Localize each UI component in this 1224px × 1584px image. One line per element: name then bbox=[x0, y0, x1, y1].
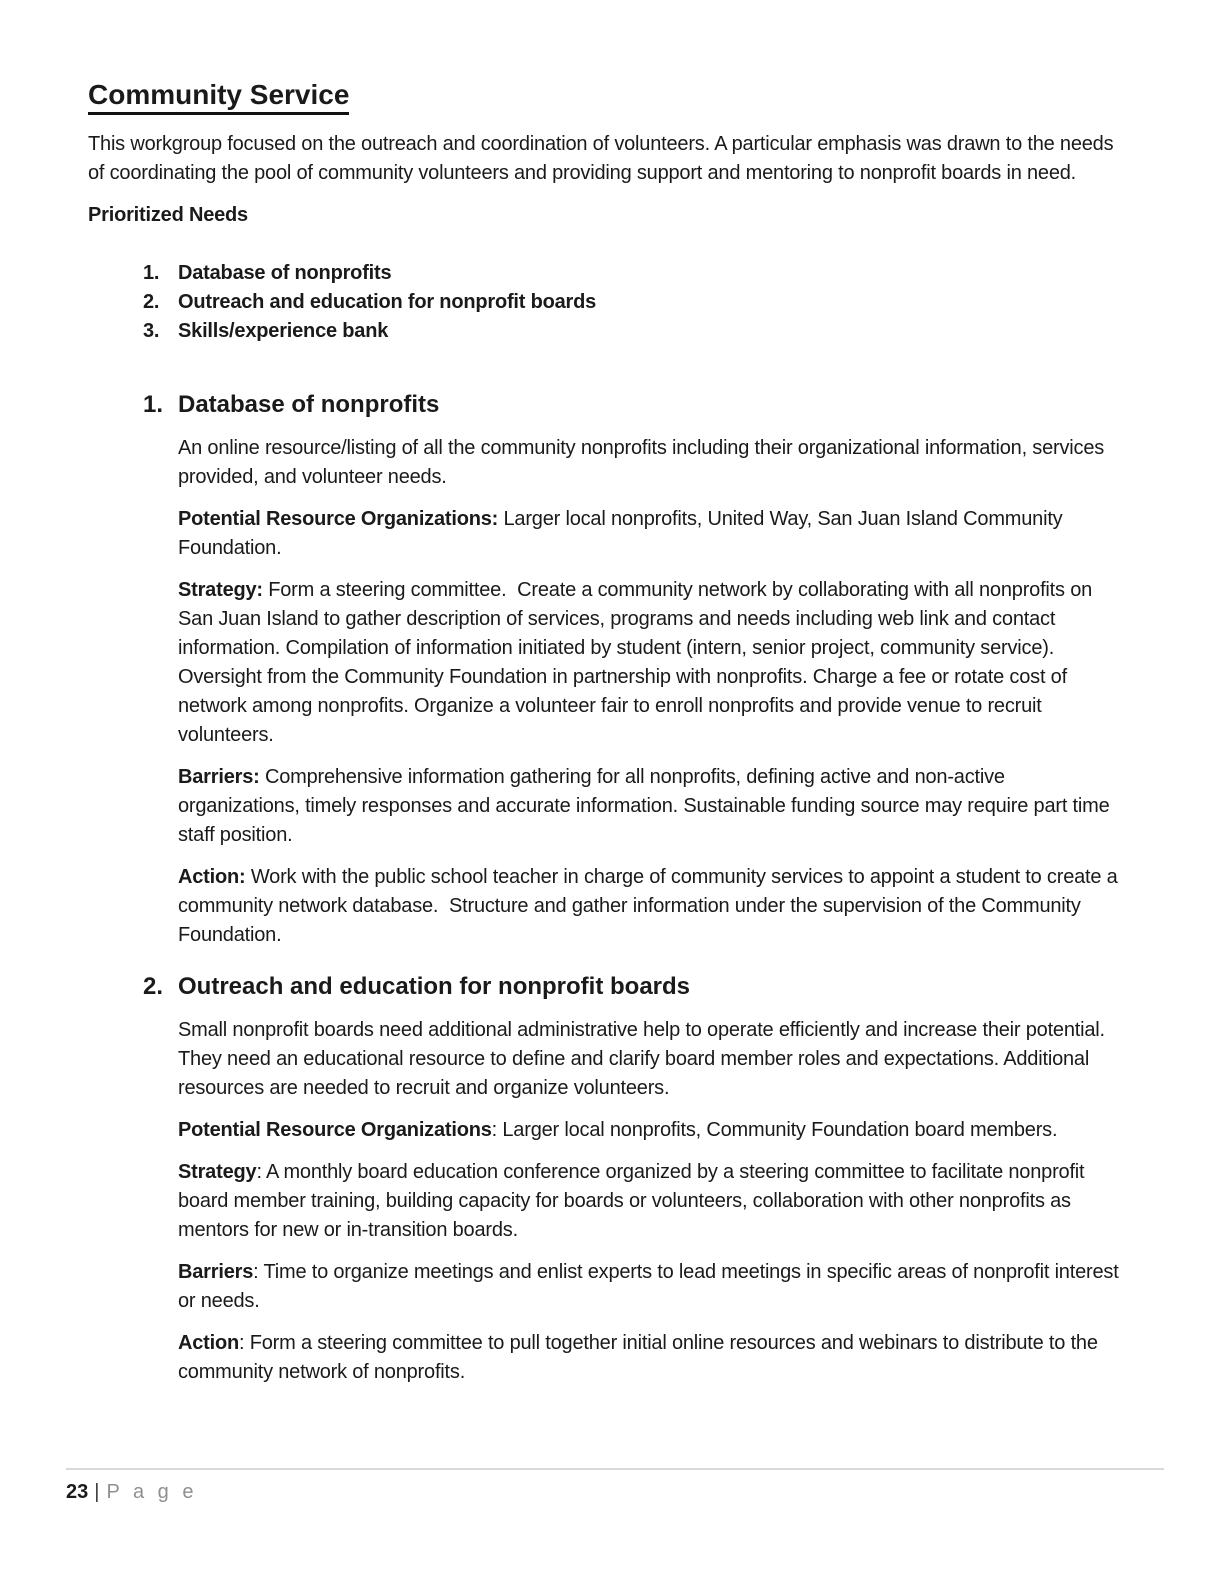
paragraph-action bbox=[178, 863, 1126, 950]
paragraph-text: Form a steering committee. Create a community network by collaborating with all nonprofits on San Juan Island to gather description of services, programs and needs including web link and contact information. Compilation of information initiated by student (intern, senior project, community service). Oversight from the Community Foundation in partnership with nonprofits. Charge a fee or rotate cost of network among nonprofits. Organize a volunteer fair to enroll nonprofits and provide venue to recruit volunteers. bbox=[178, 579, 1098, 746]
section-number: 2. bbox=[143, 973, 164, 1000]
section-heading-database-of-nonprofits bbox=[88, 389, 1126, 421]
paragraph-barriers bbox=[178, 763, 1126, 850]
section-heading-text: Database of nonprofits bbox=[178, 391, 440, 418]
paragraph-text: Larger local nonprofits, United Way, San Juan Island Community Foundation. bbox=[178, 508, 1068, 559]
section-description: Small nonprofit boards need additional administrative help to operate efficiently and increase their potential. They need an educational resource to define and clarify board member roles and expectations. Additional resources are needed to recruit and organize volunteers. bbox=[178, 1019, 1110, 1099]
paragraph-strategy bbox=[178, 576, 1126, 750]
section-number: 1. bbox=[143, 391, 164, 418]
section-heading-outreach-and-education bbox=[88, 971, 1126, 1003]
footer-separator: | bbox=[94, 1481, 100, 1503]
paragraph-label: Action: bbox=[178, 866, 246, 888]
paragraph-text: : Time to organize meetings and enlist experts to lead meetings in specific areas of nonprofit interest or needs. bbox=[178, 1261, 1124, 1312]
page-title bbox=[88, 78, 1126, 112]
page-title-text: Community Service bbox=[88, 79, 349, 115]
list-item-number: 2. bbox=[143, 291, 160, 313]
paragraph-label: Strategy: bbox=[178, 579, 263, 601]
paragraph-text: : Form a steering committee to pull together initial online resources and webinars to distribute to the community network of nonprofits. bbox=[178, 1332, 1104, 1383]
paragraph-label: Barriers bbox=[178, 1261, 254, 1283]
list-item bbox=[88, 288, 1126, 317]
prioritized-needs-heading: Prioritized Needs bbox=[88, 204, 248, 226]
paragraph-potential-resource-organizations bbox=[178, 1116, 1126, 1145]
paragraph-text: Comprehensive information gathering for all nonprofits, defining active and non-active organizations, timely responses and accurate information. Sustainable funding source may require part time staff position. bbox=[178, 766, 1115, 846]
paragraph-barriers bbox=[178, 1258, 1126, 1316]
paragraph-action bbox=[178, 1329, 1126, 1387]
paragraph-label: Potential Resource Organizations: bbox=[178, 508, 499, 530]
paragraph-potential-resource-organizations bbox=[178, 505, 1126, 563]
section-description: An online resource/listing of all the community nonprofits including their organizational information, services provided, and volunteer needs. bbox=[178, 437, 1110, 488]
intro-paragraph: This workgroup focused on the outreach and coordination of volunteers. A particular emphasis was drawn to the needs of coordinating the pool of community volunteers and providing support and mentoring to nonprofit boards in need. bbox=[88, 133, 1119, 184]
page-footer bbox=[66, 1468, 1164, 1505]
paragraph-label: Barriers: bbox=[178, 766, 260, 788]
list-item-label: Database of nonprofits bbox=[178, 262, 392, 284]
list-item-label: Skills/experience bank bbox=[178, 320, 389, 342]
paragraph-strategy bbox=[178, 1158, 1126, 1245]
list-item-number: 1. bbox=[143, 262, 160, 284]
paragraph-label: Strategy bbox=[178, 1161, 257, 1183]
section-heading-text: Outreach and education for nonprofit boards bbox=[178, 973, 691, 1000]
prioritized-needs-list bbox=[88, 259, 1126, 346]
paragraph-label: Potential Resource Organizations bbox=[178, 1119, 492, 1141]
paragraph-label: Action bbox=[178, 1332, 240, 1354]
paragraph-text: Work with the public school teacher in charge of community services to appoint a student to create a community network database. Structure and gather information under the supervision of the Community Foundation. bbox=[178, 866, 1123, 946]
list-item-label: Outreach and education for nonprofit boards bbox=[178, 291, 597, 313]
paragraph-text: : Larger local nonprofits, Community Foundation board members. bbox=[491, 1119, 1058, 1141]
page-number: 23 bbox=[66, 1481, 89, 1503]
list-item bbox=[88, 259, 1126, 288]
list-item bbox=[88, 317, 1126, 346]
paragraph-text: : A monthly board education conference organized by a steering committee to facilitate nonprofit board member training, building capacity for boards or volunteers, collaboration with other nonprofits as mentors for new or in-transition boards. bbox=[178, 1161, 1090, 1241]
list-item-number: 3. bbox=[143, 320, 160, 342]
footer-page-label: P a g e bbox=[106, 1481, 198, 1503]
